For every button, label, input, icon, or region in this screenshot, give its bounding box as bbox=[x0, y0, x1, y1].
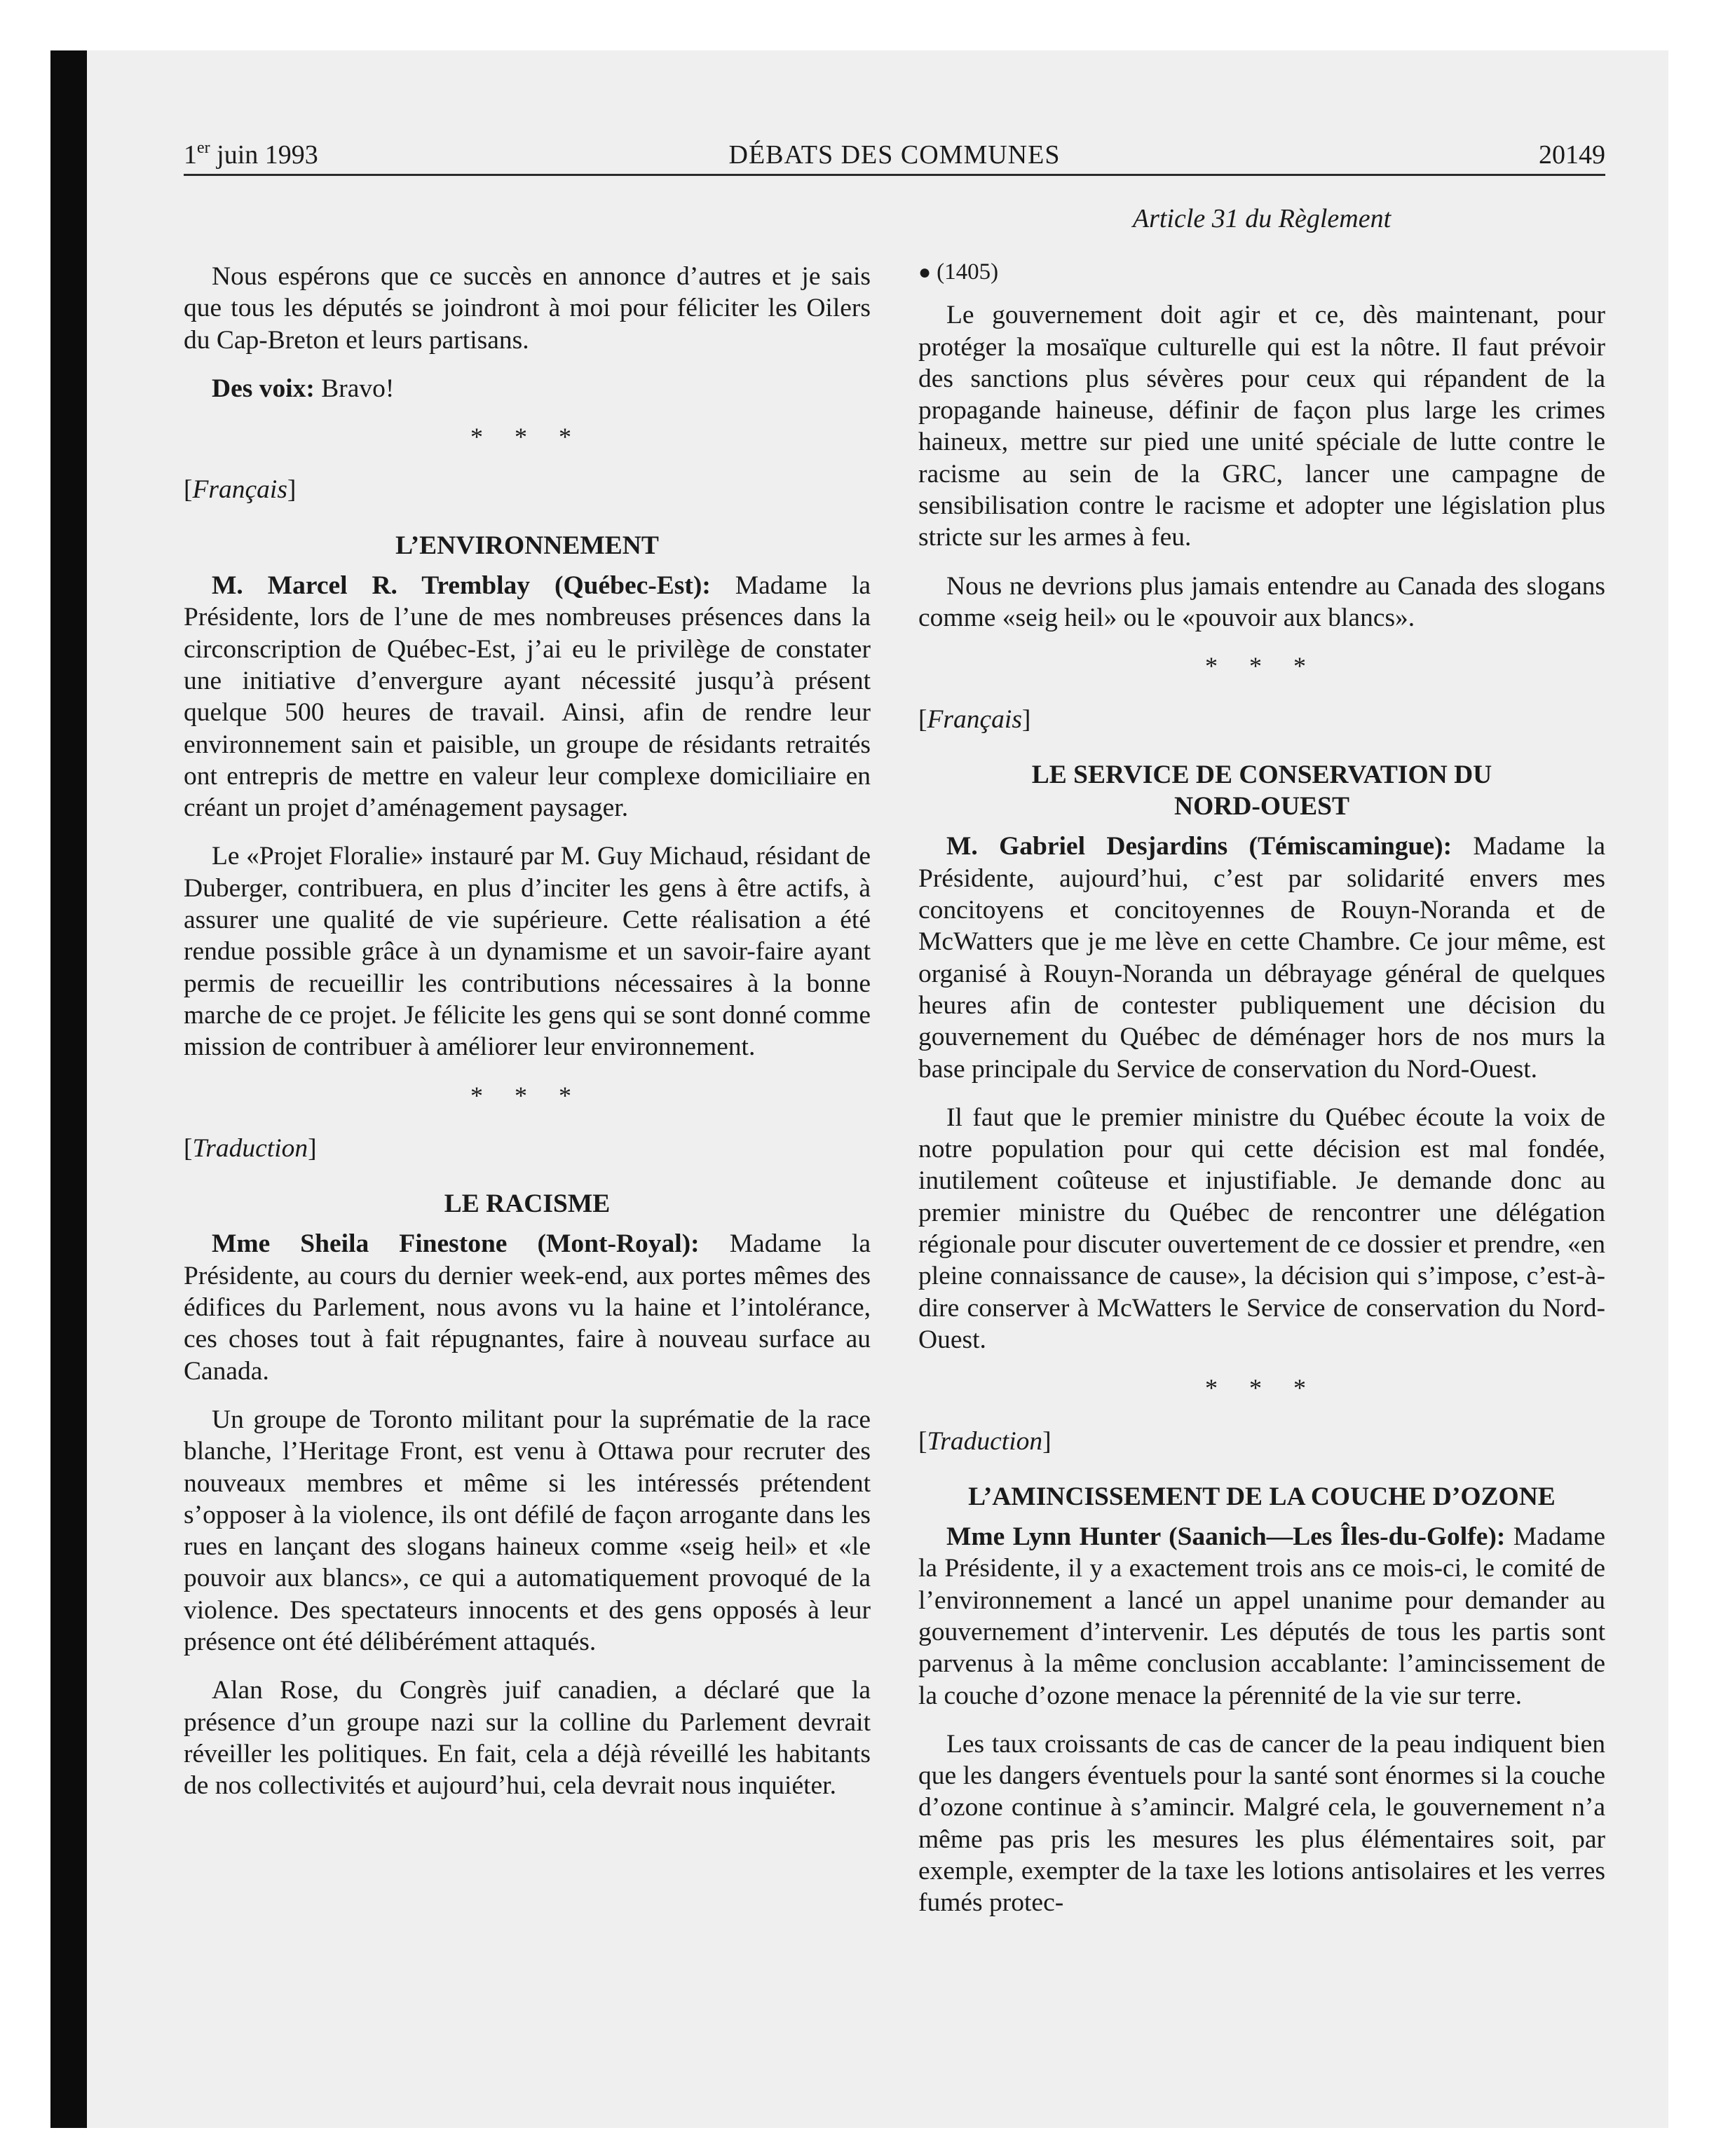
paragraph: Le gouvernement doit agir et ce, dès maintenant, pour protéger la mosaïque culturelle qui est la nôtre. Il faut prévoir des sanctions plus sévères pour ceux qui répandent de la propagande haineuse, définir de façon plus large les crimes haineux, mettre sur pied une unité spéciale de lutte contre le racisme au sein de la GRC, lancer une campagne de sensibilisation contre le racisme et adopter une législation plus stricte sur les armes à feu. bbox=[918, 301, 1605, 552]
speaker-name: M. Gabriel Desjardins (Témiscamingue): bbox=[946, 832, 1452, 861]
header-page-number: 20149 bbox=[1539, 140, 1605, 170]
speaker-name: Mme Lynn Hunter (Saanich—Les Îles-du-Golfe): bbox=[946, 1522, 1506, 1552]
language-tag: [Français] bbox=[918, 704, 1031, 734]
paragraph: Il faut que le premier ministre du Québec écoute la voix de notre population pour qui cette décision est mal fondée, inutilement coûteuse et injustifiable. Je demande donc au premier ministre du Québec de rencontrer une délégation régionale pour discuter ouvertement de ce dossier et prendre, «en pleine connaissance de cause», la décision qui s’impose, c’est-à-dire conserver à McWatters le Service de conservation du Nord-Ouest. bbox=[918, 1103, 1605, 1354]
section-heading: LE RACISME bbox=[444, 1189, 611, 1219]
paragraph: Nous ne devrions plus jamais entendre au Canada des slogans comme «seig heil» ou le «pouvoir aux blancs». bbox=[918, 571, 1605, 632]
left-column bbox=[184, 261, 871, 1818]
page-header bbox=[184, 137, 1605, 176]
section-separator: * * * bbox=[1205, 1374, 1319, 1403]
language-tag: [Traduction] bbox=[184, 1133, 317, 1163]
paragraph-speech: Mme Sheila Finestone (Mont-Royal): Madame la Présidente, au cours du dernier week-end, aux portes mêmes des édifices du Parlement, nous avons vu la haine et l’intolérance, ces choses tout à fait répugnantes, faire à nouveau surface au Canada. bbox=[184, 1229, 871, 1386]
section-heading: L’AMINCISSEMENT DE LA COUCHE D’OZONE bbox=[968, 1482, 1556, 1511]
paragraph-voices: Des voix: Bravo! bbox=[212, 374, 395, 403]
section-separator: * * * bbox=[1205, 652, 1319, 681]
section-separator: * * * bbox=[470, 423, 584, 451]
paragraph-speech: M. Marcel R. Tremblay (Québec-Est): Madame la Présidente, lors de l’une de mes nombreuses présences dans la circonscription de Québec-Est, j’ai eu le privilège de constater une initiative d’envergure ayant nécessité jusqu’à présent quelque 500 heures de travail. Ainsi, afin de rendre leur environnement sain et paisible, un groupe de résidants retraités ont entrepris de mettre en valeur leur complexe domiciliaire en créant un projet d’aménagement paysager. bbox=[184, 571, 871, 823]
paragraph: Le «Projet Floralie» instauré par M. Guy Michaud, résidant de Duberger, contribuera, en plus d’inciter les gens à être actifs, à assurer une qualité de vie supérieure. Cette réalisation a été rendue possible grâce à un dynamisme et un savoir-faire ayant permis de recueillir les contributions nécessaires à la bonne marche de ce projet. Je félicite les gens qui se sont donné comme mission de contribuer à améliorer leur environnement. bbox=[184, 842, 871, 1062]
paragraph-speech: Mme Lynn Hunter (Saanich—Les Îles-du-Golfe): Madame la Présidente, il y a exactement trois ans ce mois-ci, le comité de l’environnement a lancé un appel unanime pour demander au gouvernement d’intervenir. Les députés de tous les partis sont parvenus à la même conclusion accablante: l’amincissement de la couche d’ozone menace la pérennité de la vie sur terre. bbox=[918, 1522, 1605, 1710]
scan-black-edge bbox=[50, 50, 87, 2128]
speaker-name: Mme Sheila Finestone (Mont-Royal): bbox=[212, 1229, 700, 1259]
right-column bbox=[918, 257, 1605, 1936]
paragraph: Nous espérons que ce succès en annonce d’autres et je sais que tous les députés se joindront à moi pour féliciter les Oilers du Cap-Breton et leurs partisans. bbox=[184, 262, 871, 355]
section-heading: L’ENVIRONNEMENT bbox=[395, 531, 659, 560]
bullet-icon: ● bbox=[918, 261, 932, 284]
speaker-name: Des voix: bbox=[212, 374, 315, 403]
header-date: 1er juin 1993 bbox=[184, 139, 318, 170]
section-heading: LE SERVICE DE CONSERVATION DU NORD-OUEST bbox=[1031, 760, 1492, 821]
paragraph: Un groupe de Toronto militant pour la suprématie de la race blanche, l’Heritage Front, est venu à Ottawa pour recruter des nouveaux membres et même si les intéressés prétendent s’opposer à la violence, ils ont défilé de façon arrogante dans les rues en lançant des slogans haineux comme «seig heil» et «le pouvoir aux blancs», ce qui a automatiquement provoqué de la violence. Des spectateurs innocents et des gens opposés à leur présence ont été délibérément attaqués. bbox=[184, 1405, 871, 1656]
time-marker: ● (1405) bbox=[918, 259, 999, 285]
language-tag: [Français] bbox=[184, 475, 297, 505]
speaker-name: M. Marcel R. Tremblay (Québec-Est): bbox=[212, 571, 711, 601]
paragraph-speech: M. Gabriel Desjardins (Témiscamingue): Madame la Présidente, aujourd’hui, c’est par solidarité envers mes concitoyens et concitoyennes de Rouyn-Noranda et de McWatters que je me lève en cette Chambre. Ce jour même, est organisé à Rouyn-Noranda un débrayage général de quelques heures afin de contester publiquement une décision du gouvernement du Québec de déménager hors de nos murs la base principale du Service de conservation du Nord-Ouest. bbox=[918, 832, 1605, 1084]
language-tag: [Traduction] bbox=[918, 1426, 1052, 1456]
paragraph: Alan Rose, du Congrès juif canadien, a déclaré que la présence d’un groupe nazi sur la colline du Parlement devrait réveiller les politiques. En fait, cela a déjà réveillé les habitants de nos collectivités et aujourd’hui, cela devrait nous inquiéter. bbox=[184, 1676, 871, 1801]
running-head: Article 31 du Règlement bbox=[1132, 204, 1392, 233]
section-separator: * * * bbox=[470, 1081, 584, 1110]
paragraph: Les taux croissants de cas de cancer de la peau indiquent bien que les dangers éventuels pour la santé sont énormes si la couche d’ozone continue à s’amincir. Malgré cela, le gouvernement n’a même pas pris les mesures les plus élémentaires soit, par exemple, exempter de la taxe les lotions antisolaires et les verres fumés protec- bbox=[918, 1729, 1605, 1918]
header-title: DÉBATS DES COMMUNES bbox=[728, 140, 1061, 170]
